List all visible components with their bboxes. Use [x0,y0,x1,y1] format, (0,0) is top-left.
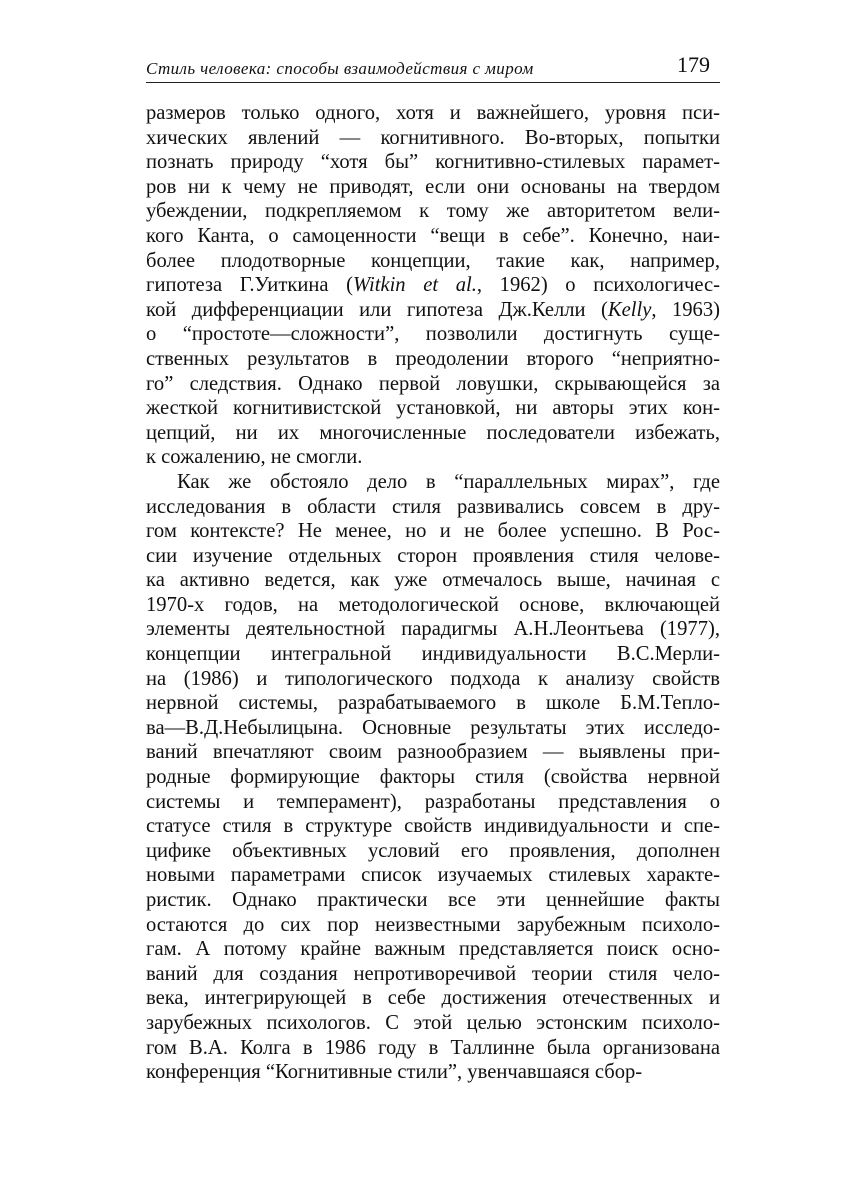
text-line: о “простоте—сложности”, позволили достигнуть суще- [146,323,720,346]
paragraph [146,470,720,1085]
text-line: ваний впечатляют своим разнообразием — выявлены при- [146,741,720,764]
text-line: века, интегрирующей в себе достижения отечественных и [146,987,720,1010]
text-line: на (1986) и типологического подхода к анализу свойств [146,667,720,690]
text-line: убеждении, подкрепляемом к тому же авторитетом вели- [146,200,720,223]
header-rule [146,82,720,83]
text-line: Как же обстояло дело в “параллельных мирах”, где [177,470,720,493]
text-line: ристик. Однако практически все эти ценнейшие факты [146,889,720,911]
text-line: ственных результатов в преодолении второго “неприятно- [146,347,720,370]
text-line: гом контексте? Не менее, но и не более успешно. В Рос- [146,520,720,543]
text-line: к сожалению, не смогли. [146,446,363,469]
text-line: размеров только одного, хотя и важнейшего, уровня пси- [146,102,720,124]
text-line: более плодотворные концепции, такие как, например, [146,249,720,272]
text-line: статусе стиля в структуре свойств индивидуальности и спе- [146,815,720,838]
text-line: познать природу “хотя бы” когнитивно-стилевых парамет- [146,151,720,174]
text-line: жесткой когнитивистской установкой, ни авторы этих кон- [146,397,720,420]
text-line: кого Канта, о самоценности “вещи в себе”. Конечно, наи- [146,224,720,247]
text-line: цифике объективных условий его проявления, дополнен [146,839,720,862]
text-line: 1970-х годов, на методологической основе, включающей [146,593,720,616]
text-line: элементы деятельностной парадигмы А.Н.Леонтьева (1977), [146,618,720,641]
text-line: ров ни к чему не приводят, если они основаны на твердом [146,175,720,198]
text-line: хических явлений — когнитивного. Во-вторых, попытки [146,126,720,149]
text-line: остаются до сих пор неизвестными зарубежным психоло- [146,913,720,936]
text-line: ва—В.Д.Небылицына. Основные результаты этих исследо- [146,716,720,739]
text-line: кой дифференциации или гипотеза Дж.Келли (Kelly, 1963) [146,298,720,321]
text-line: новыми параметрами список изучаемых стилевых характе- [146,864,720,887]
text-line: конференция “Когнитивные стили”, увенчавшаяся сбор- [146,1061,643,1084]
text-line: ваний для создания непротиворечивой теории стиля чело- [146,962,720,985]
text-line: го” следствия. Однако первой ловушки, скрывающейся за [146,372,720,395]
text-line: сии изучение отдельных сторон проявления стиля челове- [146,544,720,567]
text-line: родные формирующие факторы стиля (свойства нервной [146,766,720,789]
page-number: 179 [677,52,710,77]
text-line: ка активно ведется, как уже отмечалось выше, начиная с [146,569,720,592]
running-title: Стиль человека: способы взаимодействия с миром [146,59,534,78]
text-line: цепций, ни их многочисленные последователи избежать, [146,421,720,444]
text-line: нервной системы, разрабатываемого в школе Б.М.Тепло- [146,692,720,715]
text-line: исследования в области стиля развивались совсем в дру- [146,495,720,518]
running-header [146,52,720,84]
paragraph [146,101,720,470]
text-line: гом В.А. Колга в 1986 году в Таллинне была организована [146,1036,720,1059]
text-line: концепции интегральной индивидуальности В.С.Мерли- [146,643,720,666]
text-line: зарубежных психологов. С этой целью эстонским психоло- [146,1011,720,1034]
text-line: системы и темперамент), разработаны представления о [146,790,720,813]
text-line: гам. А потому крайне важным представляется поиск осно- [146,938,720,961]
body-text [146,101,720,1085]
text-line: гипотеза Г.Уиткина (Witkin et al., 1962) о психологичес- [146,274,720,297]
